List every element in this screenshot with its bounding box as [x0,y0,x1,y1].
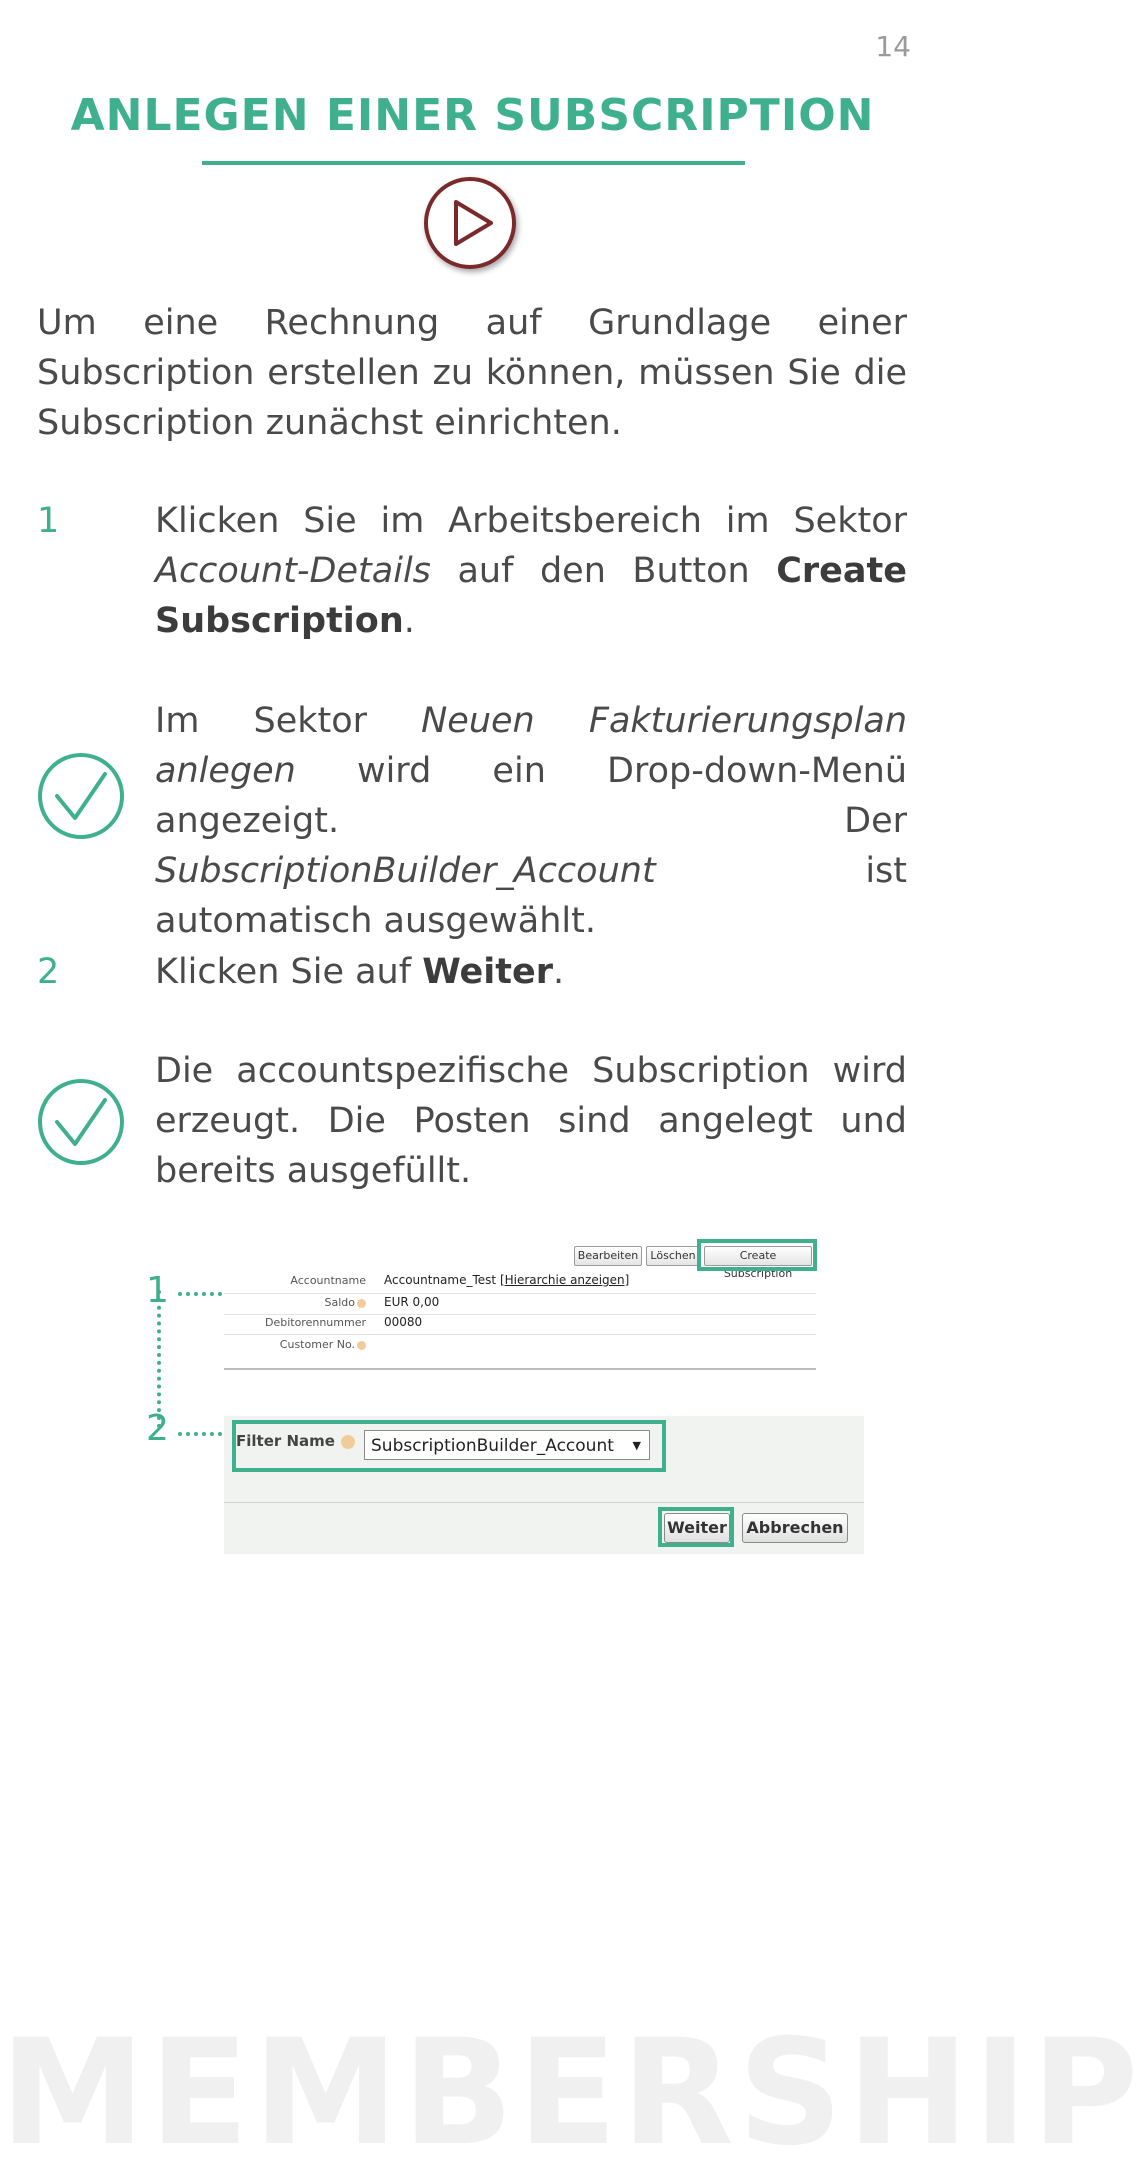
edit-button[interactable]: Bearbeiten [574,1246,642,1266]
step-2-text: Klicken Sie auf Weiter. [155,952,565,992]
checkmark-icon [37,752,125,840]
chevron-down-icon: ▼ [632,1439,641,1452]
embedded-screenshot [224,1238,864,1554]
field-value-debitorennummer: 00080 [384,1315,423,1329]
step-1-text: Klicken Sie im Arbeitsbereich im Sektor Account-Details auf den Button Create Subscription. [155,501,907,641]
callout-1-leader [178,1292,222,1296]
info-icon[interactable] [357,1341,366,1350]
field-label-debitorennummer: Debitorennummer [264,1316,366,1329]
page-title: ANLEGEN EINER SUBSCRIPTION [70,90,875,141]
callout-1: 1 [146,1270,169,1311]
highlight-filter-name [232,1420,666,1472]
step-1-number: 1 [37,501,60,541]
section-divider [224,1368,816,1370]
field-value-accountname: Accountname_Test [Hierarchie anzeigen] [384,1273,630,1287]
field-label-customer-no: Customer No. [224,1338,366,1351]
field-value-saldo: EUR 0,00 [384,1295,440,1309]
highlight-weiter [658,1507,734,1547]
create-subscription-button[interactable]: Create Subscription [704,1246,812,1266]
field-label-accountname: Accountname [290,1274,366,1287]
page-number: 14 [875,30,911,63]
callout-connector [157,1290,161,1428]
checkmark-icon [37,1078,125,1166]
filter-name-select[interactable]: SubscriptionBuilder_Account ▼ [364,1430,650,1460]
result-2-text: Die accountspezifische Subscription wird erzeugt. Die Posten sind angelegt und bereits ausgefüllt. [155,1051,907,1191]
delete-button[interactable]: Löschen [646,1246,700,1266]
play-video-icon[interactable] [423,177,521,275]
field-label-saldo: Saldo [224,1296,366,1309]
field-divider [224,1293,816,1294]
title-underline [202,161,745,165]
filter-name-label: Filter Name [236,1432,355,1450]
highlight-create-subscription [697,1239,817,1271]
result-1-text: Im Sektor Neuen Fakturierungsplan anlegen wird ein Drop-down-Menü angezeigt. Der SubscriptionBuilder_Account ist automatisch ausgewählt. [155,701,907,941]
weiter-button[interactable]: Weiter [664,1513,730,1543]
field-divider [224,1314,816,1315]
info-icon[interactable] [357,1299,366,1308]
callout-2: 2 [146,1408,169,1449]
panel-divider [224,1502,864,1503]
step-2-number: 2 [37,952,60,992]
abbrechen-button[interactable]: Abbrechen [742,1513,848,1543]
intro-paragraph: Um eine Rechnung auf Grundlage einer Subscription erstellen zu können, müssen Sie die Subscription zunächst einrichten. [37,303,907,443]
watermark: MEMBERSHIP [0,2008,1142,2178]
callout-2-leader [178,1432,222,1436]
filter-panel [224,1416,864,1554]
field-divider [224,1334,816,1335]
hierarchy-link[interactable]: [Hierarchie anzeigen] [499,1273,630,1287]
